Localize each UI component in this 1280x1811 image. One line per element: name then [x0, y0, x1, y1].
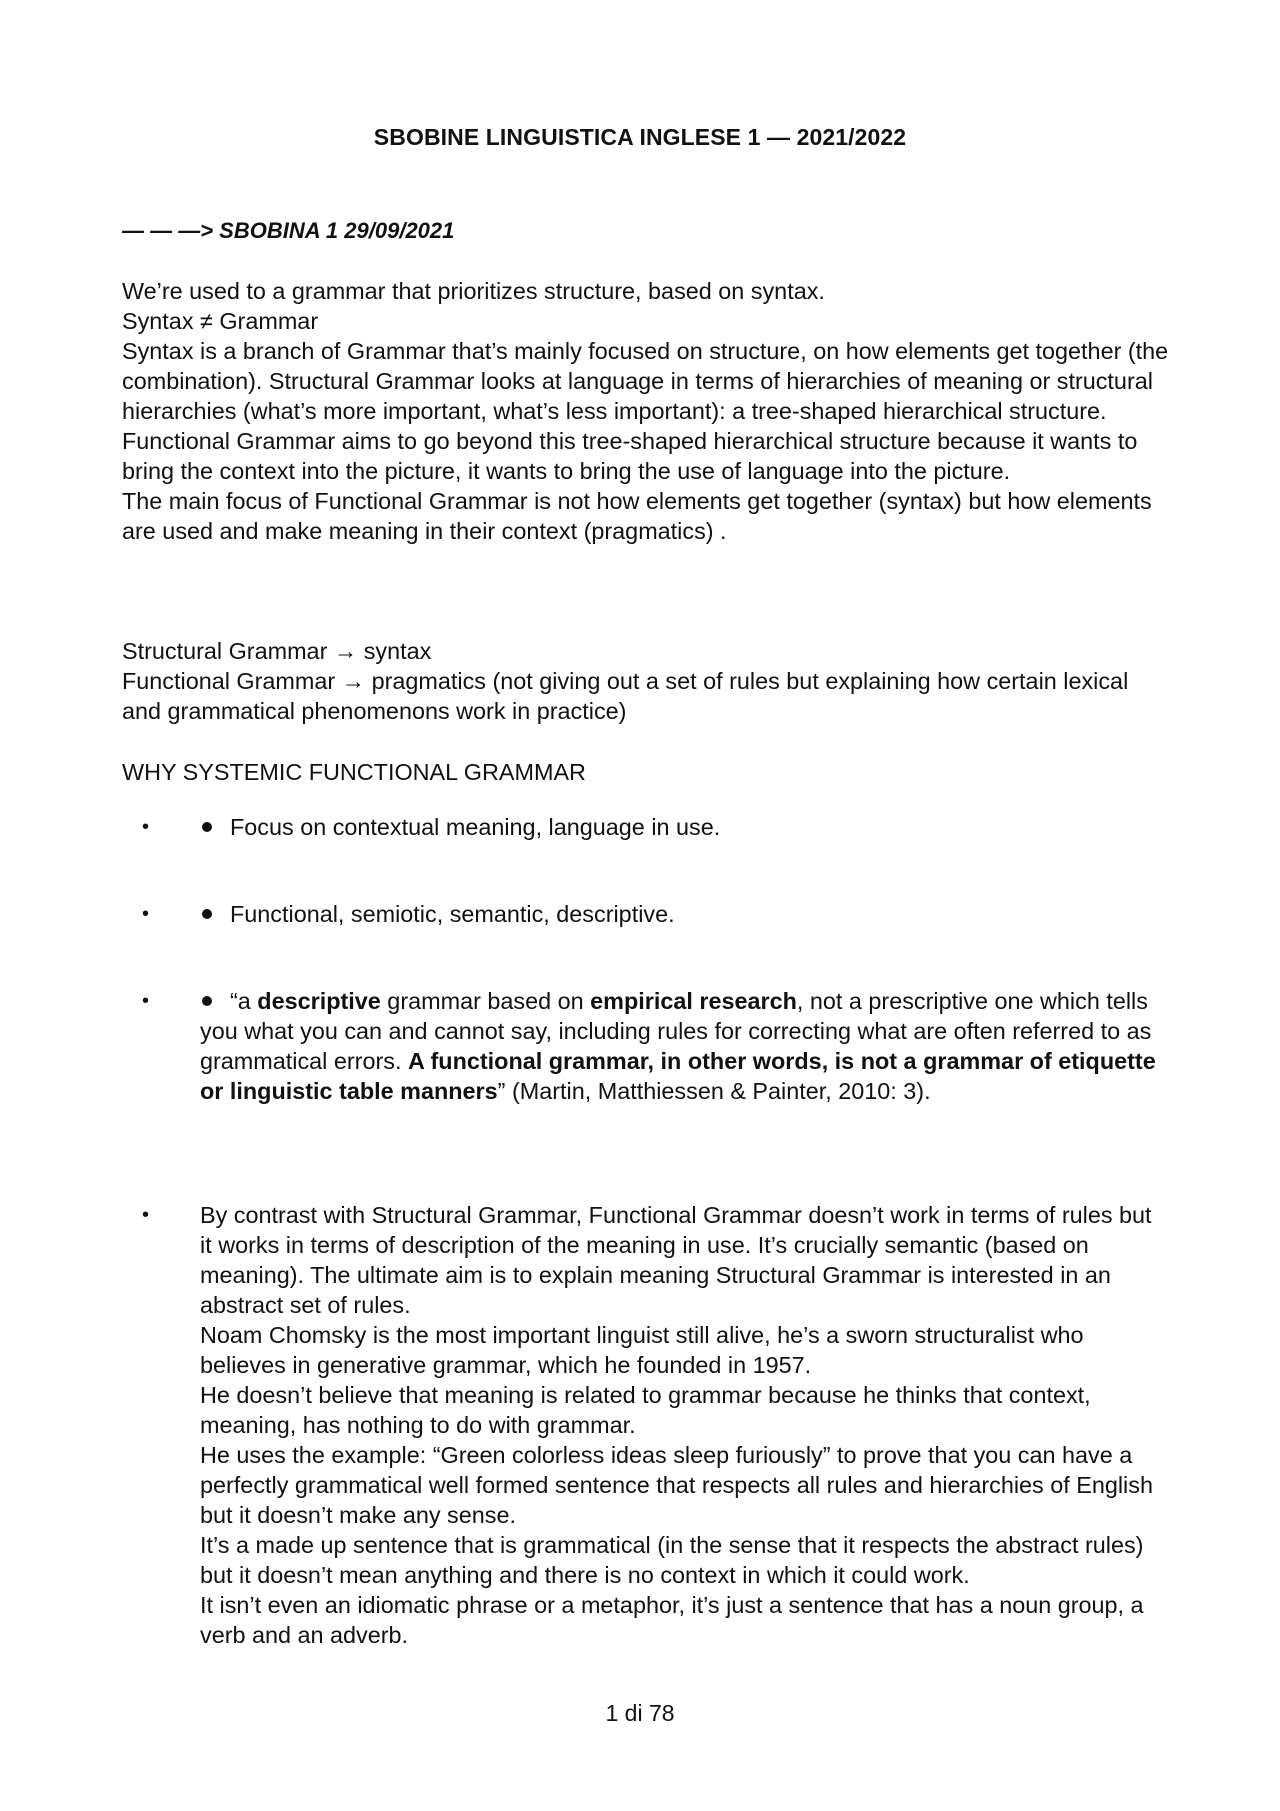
intro-block [122, 276, 1172, 546]
bullet-marker: • [142, 816, 150, 838]
list-item-paragraph: He doesn’t believe that meaning is related to grammar because he thinks that context, meaning, has nothing to do with grammar. [200, 1382, 1091, 1438]
list-item-content [200, 1200, 1160, 1650]
list-item-paragraph: It isn’t even an idiomatic phrase or a metaphor, it’s just a sentence that has a noun group, a verb and an adverb. [200, 1592, 1144, 1648]
quote-emphasis: empirical research [590, 988, 797, 1014]
list-item-text: Focus on contextual meaning, language in use. [230, 814, 721, 840]
intro-paragraph: Syntax is a branch of Grammar that’s mainly focused on structure, on how elements get together (the combination). Structural Grammar looks at language in terms of hierarchies of meaning or structural hierarchies (what’s more important, what’s less important): a tree-shaped hierarchical structure. [122, 338, 1169, 424]
bullet-dot-icon [202, 822, 212, 832]
list-item-paragraph: It’s a made up sentence that is grammatical (in the sense that it respects the abstract rules) but it doesn’t mean anything and there is no context in which it could work. [200, 1532, 1144, 1588]
list-item-content [200, 812, 1160, 842]
intro-paragraph: The main focus of Functional Grammar is not how elements get together (syntax) but how elements are used and make meaning in their context (pragmatics) . [122, 488, 1152, 544]
bullet-marker: • [142, 990, 150, 1012]
comparison-line: Functional Grammar → pragmatics (not giving out a set of rules but explaining how certain lexical and grammatical phenomenons work in practice) [122, 668, 1129, 724]
bullet-dot-icon [202, 909, 212, 919]
quote-emphasis: descriptive [257, 988, 381, 1014]
quote-citation: ” (Martin, Matthiessen & Painter, 2010: 3). [497, 1078, 931, 1104]
comparison-line: Structural Grammar → syntax [122, 638, 432, 664]
list-item-paragraph: By contrast with Structural Grammar, Functional Grammar doesn’t work in terms of rules but it works in terms of description of the meaning in use. It’s crucially semantic (based on meaning). The ultimate aim is to explain meaning Structural Grammar is interested in an abstract set of rules. [200, 1202, 1152, 1318]
section-heading: — — —> SBOBINA 1 29/09/2021 [122, 218, 455, 243]
document-title: SBOBINE LINGUISTICA INGLESE 1 — 2021/2022 [373, 124, 907, 150]
list-item-paragraph: He uses the example: “Green colorless ideas sleep furiously” to prove that you can have a perfectly grammatical well formed sentence that respects all rules and hierarchies of English but it doesn’t make any sense. [200, 1442, 1153, 1528]
quote-text: grammar based on [380, 988, 591, 1014]
bullet-dot-icon [202, 996, 212, 1006]
bullet-marker: • [142, 903, 150, 925]
quote-content [200, 986, 1160, 1106]
bullet-marker: • [142, 1204, 150, 1226]
quote-emphasis: A functional grammar, in other words, is not a grammar of etiquette or linguistic table manners [200, 1048, 1156, 1104]
quote-text: “a [230, 988, 258, 1014]
intro-paragraph: Syntax ≠ Grammar [122, 308, 319, 334]
page-number: 1 di 78 [605, 1700, 675, 1726]
intro-paragraph: We’re used to a grammar that prioritizes structure, based on syntax. [122, 278, 825, 304]
list-item-text: Functional, semiotic, semantic, descriptive. [230, 901, 675, 927]
list-item-paragraph: Noam Chomsky is the most important linguist still alive, he’s a sworn structuralist who believes in generative grammar, which he founded in 1957. [200, 1322, 1084, 1378]
why-heading: WHY SYSTEMIC FUNCTIONAL GRAMMAR [122, 759, 586, 785]
list-item-content [200, 899, 1160, 929]
intro-paragraph: Functional Grammar aims to go beyond this tree-shaped hierarchical structure because it wants to bring the context into the picture, it wants to bring the use of language into the picture. [122, 428, 1138, 484]
quote-text: , not a prescriptive one which tells you what you can and cannot say, including rules for correcting what are often referred to as grammatical errors. [200, 988, 1152, 1074]
comparison-block [122, 636, 1172, 726]
